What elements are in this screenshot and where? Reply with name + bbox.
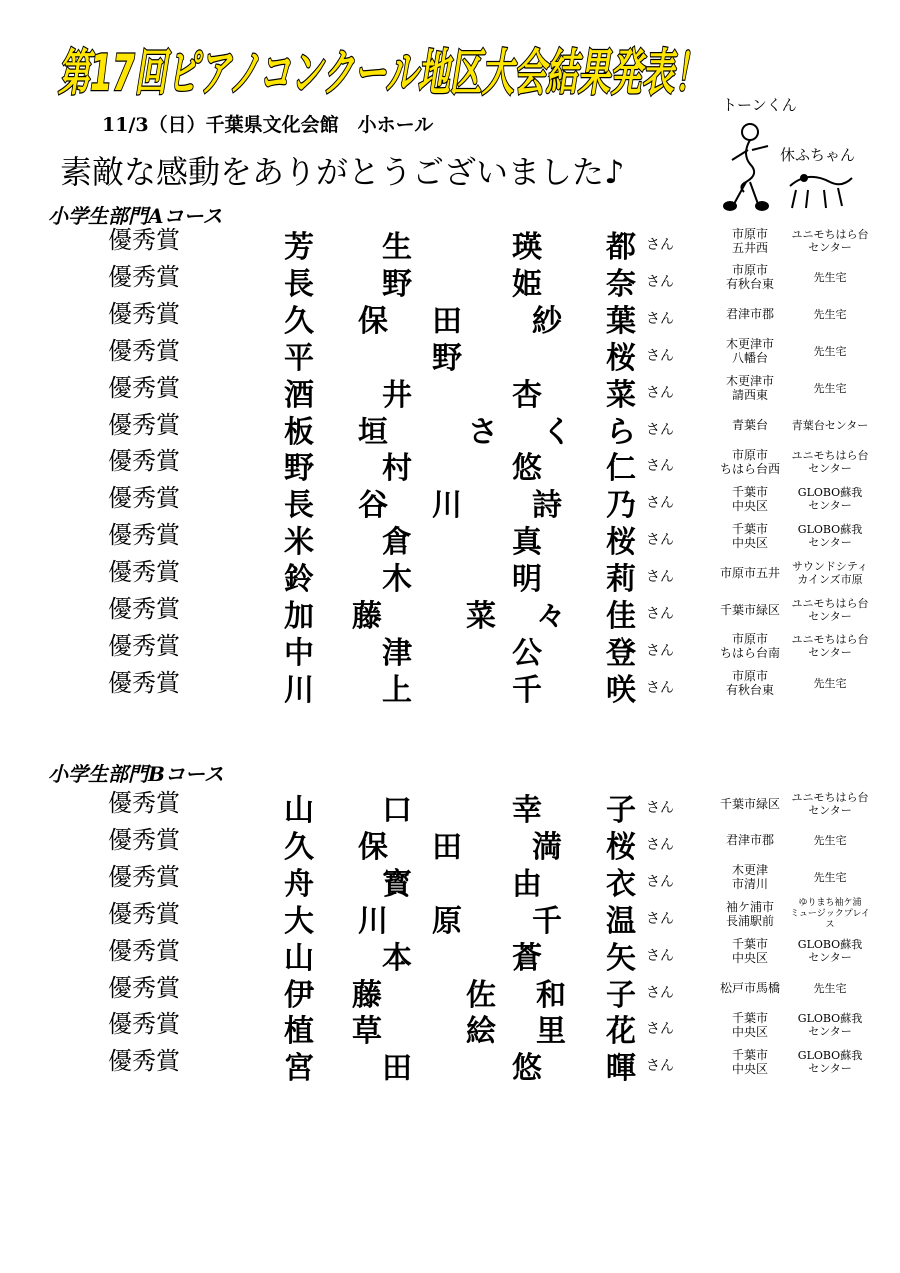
area-cell [705, 1043, 795, 1080]
name-char: 咲 [606, 672, 636, 708]
result-row [0, 1006, 900, 1050]
result-row [0, 370, 900, 413]
venue-line: 先生宅 [813, 381, 847, 395]
name-char: 菜 [466, 599, 496, 634]
area-line: 君津市郡 [725, 307, 774, 322]
name-char: 瑛 [512, 230, 542, 265]
result-row [0, 628, 900, 671]
award-label: 優秀賞 [108, 825, 180, 854]
venue-line: サウンドシティ [791, 559, 869, 573]
venue-cell [785, 859, 875, 896]
name-char: 詩 [532, 488, 562, 524]
name-char: 子 [606, 793, 636, 828]
section-title: 小学生部門Bコース [48, 762, 224, 786]
name-char: 舟 [284, 866, 314, 902]
name-char: 津 [382, 635, 412, 671]
venue-line: 先生宅 [813, 270, 847, 284]
name-char: 公 [512, 635, 542, 671]
venue-cell [785, 296, 875, 333]
venue-line: センター [808, 803, 852, 817]
area-line: 市原市五井 [719, 565, 780, 580]
area-line: 中央区 [731, 498, 768, 513]
honorific-suffix: さん [646, 310, 674, 327]
name-char: 垣 [358, 414, 388, 450]
award-label: 優秀賞 [108, 973, 180, 1002]
title-banner [52, 30, 712, 102]
venue-line: センター [808, 1024, 852, 1038]
venue-cell [785, 591, 875, 628]
area-line: 有秋台東 [725, 277, 774, 292]
name-char: 野 [432, 340, 462, 376]
area-cell [705, 896, 795, 933]
venue-line: センター [808, 240, 852, 254]
name-char: 川 [358, 903, 388, 939]
name-char: 久 [284, 303, 314, 339]
area-cell [705, 517, 795, 554]
name-char: 田 [432, 303, 462, 339]
name-char: 満 [532, 829, 562, 865]
award-label: 優秀賞 [108, 862, 180, 891]
name-char: 桜 [606, 525, 636, 561]
name-char: 明 [512, 562, 542, 598]
honorific-suffix: さん [646, 384, 674, 401]
result-row [0, 517, 900, 561]
honorific-suffix: さん [646, 1058, 674, 1075]
award-label: 優秀賞 [108, 262, 180, 291]
name-char: 田 [382, 1051, 412, 1087]
area-cell [705, 859, 795, 896]
name-char: 佐 [466, 977, 496, 1013]
venue-line: ユニモちはら台 [791, 596, 869, 610]
venue-line: ゆりまち袖ケ浦 [798, 897, 862, 908]
venue-line: 先生宅 [813, 344, 847, 358]
honorific-suffix: さん [646, 237, 674, 253]
name-char: 上 [382, 672, 412, 708]
area-line: 千葉市 [731, 521, 768, 536]
area-line: 木更津 [731, 863, 768, 878]
name-char: 村 [382, 451, 412, 487]
award-label: 優秀賞 [108, 521, 180, 550]
name-char: 保 [358, 829, 388, 865]
award-label: 優秀賞 [108, 410, 180, 439]
area-line: 中央区 [731, 951, 768, 966]
result-row [0, 933, 900, 976]
honorific-suffix: さん [646, 532, 674, 549]
venue-line: ユニモちはら台 [791, 227, 869, 241]
area-cell [705, 970, 795, 1007]
area-line: 市原市 [731, 263, 768, 278]
award-label: 優秀賞 [108, 373, 180, 402]
venue-cell [785, 517, 875, 554]
name-char: 花 [606, 1014, 636, 1050]
venue-line: センター [808, 498, 852, 512]
name-char: 菜 [606, 377, 636, 413]
award-label: 優秀賞 [108, 1047, 180, 1076]
award-label: 優秀賞 [108, 484, 180, 513]
area-cell [705, 370, 795, 407]
name-char: 田 [432, 829, 462, 865]
area-line: 中央区 [731, 1024, 768, 1039]
result-row [0, 785, 900, 828]
name-char: 板 [284, 414, 314, 450]
venue-line: センター [808, 609, 852, 623]
venue-cell [785, 785, 875, 822]
name-char: 悠 [512, 1051, 542, 1087]
mascot-illustration [712, 112, 862, 216]
result-row [0, 896, 900, 939]
name-char: 幸 [512, 793, 542, 828]
venue-line: センター [808, 646, 852, 660]
honorific-suffix: さん [646, 642, 674, 659]
name-char: 藤 [352, 977, 382, 1013]
name-char: 草 [352, 1014, 382, 1050]
venue-cell [785, 259, 875, 296]
name-char: 長 [284, 488, 314, 524]
venue-cell [785, 970, 875, 1007]
honorific-suffix: さん [646, 421, 674, 438]
area-cell [705, 591, 795, 628]
name-char: 久 [284, 829, 314, 865]
name-char: 乃 [606, 488, 636, 524]
name-char: 原 [432, 903, 462, 939]
name-char: 本 [382, 940, 412, 976]
area-line: 松戸市馬橋 [719, 981, 780, 995]
name-char: 子 [606, 977, 636, 1013]
name-char: 葉 [606, 303, 636, 339]
name-char: 加 [284, 599, 314, 634]
name-char: 平 [284, 340, 314, 376]
name-char: 生 [382, 230, 412, 265]
venue-line: 先生宅 [813, 981, 847, 995]
area-cell [705, 407, 795, 444]
name-char: 衣 [606, 866, 636, 902]
award-label: 優秀賞 [108, 558, 180, 587]
name-char: 千 [512, 672, 542, 708]
result-row [0, 1043, 900, 1087]
name-char: 里 [536, 1014, 566, 1050]
area-line: 市原市 [731, 669, 768, 684]
venue-cell [785, 370, 875, 407]
name-char: 野 [284, 451, 314, 487]
honorific-suffix: さん [646, 873, 674, 890]
area-line: 市原市 [731, 632, 768, 647]
award-label: 優秀賞 [108, 899, 180, 928]
area-line: 千葉市 [731, 1010, 768, 1025]
name-char: 仁 [606, 451, 636, 487]
venue-line: 先生宅 [813, 307, 847, 321]
event-info: 11/3（日）千葉県文化会館 小ホール [102, 114, 434, 136]
honorific-suffix: さん [646, 836, 674, 853]
result-row [0, 970, 900, 1013]
venue-line: GLOBO蘇我 [797, 485, 863, 499]
honorific-suffix: さん [646, 458, 674, 475]
area-line: 有秋台東 [725, 683, 774, 698]
thanks-message: 素敵な感動をありがとうございました♪ [60, 153, 625, 191]
name-char: 大 [284, 903, 314, 939]
name-char: 保 [358, 303, 388, 339]
award-label: 優秀賞 [108, 789, 180, 817]
name-char: 紗 [532, 303, 562, 339]
name-char: 藤 [352, 599, 382, 634]
area-line: 木更津市 [725, 337, 774, 352]
venue-cell [785, 407, 875, 444]
honorific-suffix: さん [646, 1021, 674, 1038]
area-line: 千葉市緑区 [719, 796, 780, 811]
venue-line: 先生宅 [813, 833, 847, 847]
area-cell [705, 443, 795, 480]
venue-line: GLOBO蘇我 [797, 1048, 863, 1062]
name-char: 真 [512, 525, 542, 561]
result-row [0, 554, 900, 598]
result-row [0, 259, 900, 302]
result-row [0, 591, 900, 634]
mascot-label-tone: トーンくん [722, 96, 797, 114]
name-char: 々 [536, 599, 566, 634]
venue-cell [785, 443, 875, 480]
area-line: 八幡台 [731, 351, 768, 366]
name-char: 鈴 [284, 562, 314, 598]
result-row [0, 822, 900, 865]
result-row [0, 480, 900, 524]
honorific-suffix: さん [646, 569, 674, 586]
award-label: 優秀賞 [108, 226, 180, 254]
venue-cell [785, 822, 875, 859]
result-row [0, 296, 900, 339]
name-char: く [542, 414, 572, 450]
award-label: 優秀賞 [108, 936, 180, 965]
venue-line: カインズ市原 [797, 572, 863, 586]
venue-line: 青葉台センター [791, 418, 869, 432]
venue-line: ユニモちはら台 [791, 448, 869, 462]
venue-line: センター [808, 535, 852, 549]
tone-kun-figure [724, 124, 768, 210]
honorific-suffix: さん [646, 273, 674, 290]
venue-line: GLOBO蘇我 [797, 1011, 863, 1025]
area-line: 市原市 [731, 447, 768, 462]
area-line: 五井西 [731, 240, 768, 255]
area-line: 中央区 [731, 1061, 768, 1076]
area-line: ちはら台西 [719, 461, 780, 476]
name-char: 暉 [606, 1051, 636, 1087]
area-cell [705, 480, 795, 517]
award-label: 優秀賞 [108, 299, 180, 328]
area-line: 請西東 [731, 388, 768, 403]
result-row [0, 222, 900, 265]
venue-cell [785, 333, 875, 370]
name-char: 井 [382, 377, 412, 413]
area-line: 青葉台 [731, 418, 768, 432]
name-char: 和 [536, 977, 566, 1013]
area-cell [705, 333, 795, 370]
result-row [0, 859, 900, 902]
area-line: 袖ケ浦市 [725, 900, 774, 915]
award-label: 優秀賞 [108, 668, 180, 697]
result-row [0, 333, 900, 376]
name-char: 山 [284, 940, 314, 976]
venue-cell [785, 1043, 875, 1080]
name-char: 米 [284, 525, 314, 561]
venue-line: GLOBO蘇我 [797, 938, 863, 952]
name-char: 川 [284, 672, 314, 708]
name-char: 都 [606, 230, 636, 265]
name-char: 杏 [512, 377, 542, 413]
area-line: 長浦駅前 [725, 914, 774, 929]
name-char: 蒼 [512, 940, 542, 976]
area-cell [705, 933, 795, 970]
area-cell [705, 1006, 795, 1043]
award-label: 優秀賞 [108, 1010, 180, 1039]
name-char: 絵 [466, 1014, 496, 1050]
name-char: 寳 [382, 866, 412, 902]
area-cell [705, 554, 795, 591]
venue-cell [785, 480, 875, 517]
name-char: 川 [432, 488, 462, 524]
venue-line: 先生宅 [813, 870, 847, 884]
venue-cell [785, 554, 875, 591]
venue-line: ス [825, 919, 835, 930]
name-char: さ [468, 414, 498, 450]
area-line: 千葉市緑区 [719, 602, 780, 617]
venue-line: 先生宅 [813, 676, 847, 690]
area-cell [705, 259, 795, 296]
name-char: 酒 [284, 377, 314, 413]
honorific-suffix: さん [646, 947, 674, 964]
venue-cell [785, 1006, 875, 1043]
venue-line: ミュージックプレイ [790, 908, 870, 919]
result-row [0, 665, 900, 708]
venue-line: ユニモちはら台 [791, 633, 869, 647]
award-label: 優秀賞 [108, 336, 180, 365]
name-char: 由 [512, 866, 542, 902]
name-char: 桜 [606, 340, 636, 376]
venue-cell [785, 896, 875, 933]
venue-line: センター [808, 461, 852, 475]
honorific-suffix: さん [646, 984, 674, 1001]
name-char: 木 [382, 562, 412, 598]
name-char: 倉 [382, 525, 412, 561]
result-row [0, 443, 900, 487]
award-label: 優秀賞 [108, 595, 180, 623]
name-char: 莉 [606, 562, 636, 598]
result-row [0, 407, 900, 450]
award-label: 優秀賞 [108, 447, 180, 476]
area-cell [705, 665, 795, 702]
honorific-suffix: さん [646, 910, 674, 927]
venue-cell [785, 933, 875, 970]
venue-cell [785, 222, 875, 259]
page-title [52, 30, 712, 102]
name-char: 伊 [284, 977, 314, 1013]
name-char: 谷 [358, 488, 388, 524]
honorific-suffix: さん [646, 800, 674, 816]
area-line: 市原市 [731, 226, 768, 241]
area-line: 千葉市 [731, 937, 768, 952]
name-char: 悠 [512, 451, 542, 487]
venue-line: センター [808, 1061, 852, 1075]
venue-line: ユニモちはら台 [791, 790, 869, 804]
venue-line: センター [808, 951, 852, 965]
name-char: 芳 [284, 230, 314, 265]
section-title: 小学生部門Aコース [48, 204, 223, 228]
honorific-suffix: さん [646, 347, 674, 364]
area-line: 木更津市 [725, 374, 774, 389]
name-char: 奈 [606, 266, 636, 302]
name-char: 植 [284, 1014, 314, 1050]
honorific-suffix: さん [646, 495, 674, 512]
name-char: 姫 [512, 266, 542, 302]
name-char: 山 [284, 793, 314, 828]
title-text: 第17回ピアノコンクール地区大会結果発表！ [58, 44, 706, 102]
area-cell [705, 628, 795, 665]
area-cell [705, 222, 795, 259]
area-line: 市清川 [731, 877, 768, 892]
honorific-suffix: さん [646, 606, 674, 622]
name-char: 中 [284, 635, 314, 671]
venue-line: GLOBO蘇我 [797, 522, 863, 536]
award-label: 優秀賞 [108, 631, 180, 660]
area-line: 中央区 [731, 535, 768, 550]
area-cell [705, 785, 795, 822]
area-line: 君津市郡 [725, 833, 774, 848]
area-line: ちはら台南 [719, 646, 780, 661]
name-char: ら [606, 414, 636, 450]
name-char: 口 [382, 793, 412, 828]
kyufu-chan-figure [790, 175, 852, 208]
name-char: 桜 [606, 829, 636, 865]
honorific-suffix: さん [646, 679, 674, 696]
name-char: 長 [284, 266, 314, 302]
name-char: 登 [606, 635, 636, 671]
area-cell [705, 822, 795, 859]
name-char: 温 [606, 903, 636, 939]
name-char: 宮 [284, 1051, 314, 1087]
area-line: 千葉市 [731, 1047, 768, 1062]
area-line: 千葉市 [731, 484, 768, 499]
name-char: 佳 [606, 599, 636, 634]
area-cell [705, 296, 795, 333]
name-char: 野 [382, 266, 412, 302]
mascot-label-kyufu: 休ふちゃん [780, 146, 856, 164]
venue-cell [785, 665, 875, 702]
name-char: 千 [532, 903, 562, 939]
name-char: 矢 [606, 940, 636, 976]
venue-cell [785, 628, 875, 665]
